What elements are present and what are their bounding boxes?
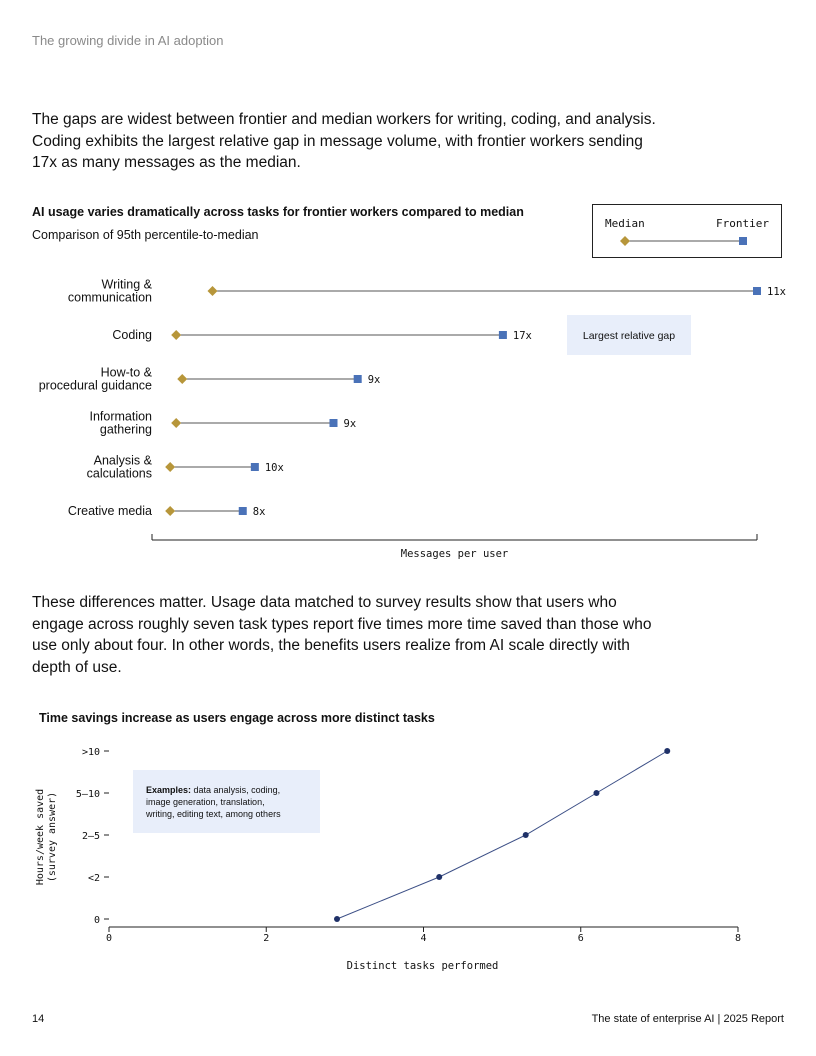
page-header: The growing divide in AI adoption [32, 33, 224, 48]
data-point [436, 874, 442, 880]
data-point [523, 832, 529, 838]
ratio-label: 9x [367, 374, 381, 386]
x-axis-label: Messages per user [400, 548, 509, 560]
category-label-line: Analysis & [93, 453, 152, 468]
legend-frontier-marker [739, 237, 747, 245]
chart1-legend [592, 204, 782, 258]
data-point [334, 916, 340, 922]
intro-paragraph: The gaps are widest between frontier and median workers for writing, coding, and analysis. Coding exhibits the largest relative gap in message volume, with frontier workers sending 17x as many messages as the median. [32, 111, 656, 171]
y-tick-label: 0 [93, 915, 100, 926]
category-label-line: gathering [99, 422, 152, 437]
data-point [593, 790, 599, 796]
annotation-text: data analysis, coding, [191, 785, 281, 795]
category-label-line: procedural guidance [38, 378, 152, 393]
legend-median-label: Median [605, 217, 645, 230]
category-label-line: Coding [112, 328, 152, 342]
y-tick-label: 2–5 [81, 831, 100, 842]
category-label-line: Writing & [101, 277, 152, 292]
median-marker [165, 462, 175, 472]
median-marker [165, 506, 175, 516]
x-tick-label: 2 [263, 933, 270, 944]
category-label-line: Information [89, 409, 152, 424]
median-marker [177, 374, 187, 384]
callout-text: Largest relative gap [582, 330, 676, 342]
category-label-line: calculations [86, 466, 152, 481]
annotation-line-2: image generation, translation, [146, 797, 265, 807]
category-label-line: Creative media [67, 504, 152, 518]
x-tick-label: 0 [105, 933, 113, 944]
median-marker [171, 330, 181, 340]
legend-frontier-label: Frontier [716, 217, 769, 230]
category-label [39, 366, 153, 393]
ratio-label: 17x [512, 330, 532, 342]
y-axis-label-line: Hours/week saved [35, 788, 46, 886]
median-marker [171, 418, 181, 428]
category-label [68, 504, 152, 518]
y-tick-label: >10 [81, 747, 100, 758]
footer-report: The state of enterprise AI | 2025 Report [591, 1013, 784, 1025]
median-marker [208, 286, 218, 296]
data-point [664, 748, 670, 754]
x-tick-label: 8 [734, 933, 742, 944]
frontier-marker [330, 419, 338, 427]
ratio-label: 10x [264, 462, 284, 474]
x-tick-label: 4 [420, 933, 427, 944]
chart2-line [0, 735, 816, 985]
annotation-line-3: writing, editing text, among others [146, 809, 281, 819]
series-line [337, 751, 667, 919]
annotation-line-1 [146, 785, 280, 795]
y-tick-label: <2 [87, 873, 100, 884]
annotation-bold: Examples: [146, 785, 192, 795]
ratio-label: 8x [252, 506, 266, 518]
category-label [87, 454, 153, 481]
category-label-line: communication [67, 290, 152, 305]
category-label [112, 328, 152, 342]
chart1-subtitle: Comparison of 95th percentile-to-median [32, 228, 259, 242]
legend-symbols [593, 205, 783, 259]
chart1-title: AI usage varies dramatically across tasks for frontier workers compared to median [32, 205, 524, 219]
category-label [68, 278, 153, 305]
frontier-marker [354, 375, 362, 383]
frontier-marker [499, 331, 507, 339]
x-axis-label: Distinct tasks performed [346, 960, 499, 972]
second-paragraph: These differences matter. Usage data matched to survey results show that users who engage across roughly seven task types report five times more time saved than those who use only about four. In other words, the benefits users realize from AI scale directly with depth of use. [32, 594, 652, 676]
category-label-line: How-to & [100, 365, 152, 380]
y-axis-label-line: (survey answer) [47, 791, 58, 883]
chart1-dumbbell [0, 268, 816, 568]
legend-median-marker [620, 236, 630, 246]
frontier-marker [251, 463, 259, 471]
y-tick-label: 5–10 [75, 789, 100, 800]
page-number: 14 [32, 1013, 45, 1025]
y-axis-label [35, 789, 58, 885]
frontier-marker [753, 287, 761, 295]
x-tick-label: 6 [577, 933, 584, 944]
ratio-label: 11x [767, 286, 786, 298]
chart2-title: Time savings increase as users engage across more distinct tasks [39, 711, 435, 725]
frontier-marker [239, 507, 247, 515]
category-label [89, 410, 152, 437]
ratio-label: 9x [343, 418, 357, 430]
